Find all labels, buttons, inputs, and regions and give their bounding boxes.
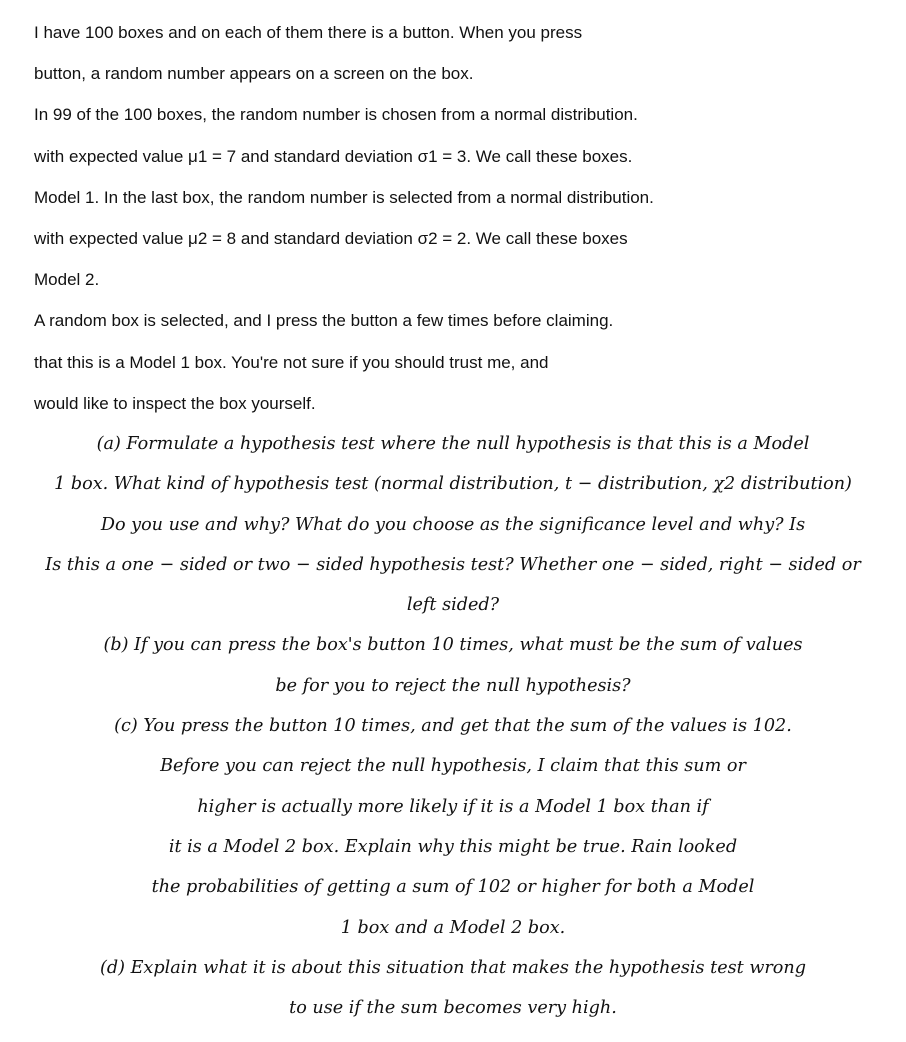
question-a-line: 1 box. What kind of hypothesis test (normal distribution, t − distribution, χ2 distribution) bbox=[54, 474, 852, 495]
question-a-line: (a) Formulate a hypothesis test where the null hypothesis is that this is a Model bbox=[96, 434, 810, 454]
text-line: with expected value μ1 = 7 and standard deviation σ1 = 3. We call these boxes. bbox=[34, 146, 633, 166]
problem-statement bbox=[34, 20, 874, 432]
question-c-line: higher is actually more likely if it is a Model 1 box than if bbox=[197, 796, 709, 817]
question-c-line: the probabilities of getting a sum of 102 or higher for both a Model bbox=[151, 877, 755, 898]
question-c-line: it is a Model 2 box. Explain why this might be true. Rain looked bbox=[168, 836, 738, 857]
text-line: with expected value μ2 = 8 and standard deviation σ2 = 2. We call these boxes bbox=[34, 228, 628, 248]
question-d-line: (d) Explain what it is about this situation that makes the hypothesis test wrong bbox=[100, 957, 806, 978]
question-c-line: Before you can reject the null hypothesis, I claim that this sum or bbox=[160, 756, 746, 777]
question-c-line: 1 box and a Model 2 box. bbox=[340, 917, 566, 938]
question-a-line: Do you use and why? What do you choose as the significance level and why? Is bbox=[100, 514, 806, 535]
text-line: that this is a Model 1 box. You're not sure if you should trust me, and bbox=[34, 352, 549, 372]
text-line: Model 2. bbox=[34, 270, 100, 290]
question-a-line: left sided? bbox=[406, 595, 500, 616]
question-d-line: to use if the sum becomes very high. bbox=[289, 998, 617, 1019]
question-a-line: Is this a one − sided or two − sided hypothesis test? Whether one − sided, right − sided or bbox=[45, 554, 861, 575]
text-line: Model 1. In the last box, the random number is selected from a normal distribution. bbox=[34, 187, 654, 207]
text-line: I have 100 boxes and on each of them there is a button. When you press bbox=[34, 23, 583, 42]
questions-block bbox=[0, 430, 906, 1034]
question-b-line: (b) If you can press the box's button 10 times, what must be the sum of values bbox=[103, 635, 803, 656]
text-line: would like to inspect the box yourself. bbox=[34, 393, 316, 413]
question-b-line: be for you to reject the null hypothesis? bbox=[275, 675, 631, 696]
text-line: In 99 of the 100 boxes, the random number is chosen from a normal distribution. bbox=[34, 105, 638, 125]
text-line: A random box is selected, and I press the button a few times before claiming. bbox=[34, 311, 614, 331]
text-line: button, a random number appears on a screen on the box. bbox=[34, 64, 474, 84]
question-c-line: (c) You press the button 10 times, and get that the sum of the values is 102. bbox=[114, 716, 792, 737]
